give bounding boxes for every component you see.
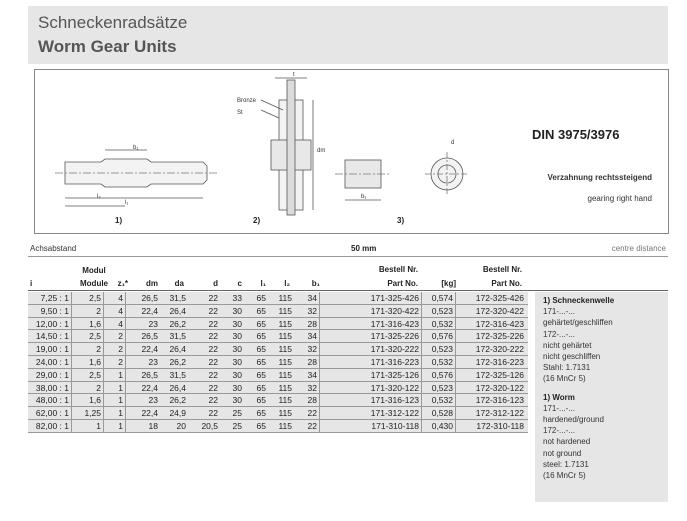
cell-p1: 171-312-122 <box>328 407 422 419</box>
cell-l2: 115 <box>278 344 292 355</box>
centre-distance-bar <box>28 243 668 257</box>
cell-c: 33 <box>232 293 242 303</box>
cell-p2: 172-325-426 <box>475 293 524 303</box>
cell-da: 31,5 <box>169 293 186 303</box>
cell-da: 26,4 <box>169 382 186 393</box>
cell-z1: 4 <box>106 292 126 304</box>
figure-label-3: 3) <box>397 216 405 225</box>
material-notes <box>535 292 668 502</box>
cell-l2: 115 <box>278 356 292 367</box>
col-d: d <box>213 279 218 288</box>
cell-c: 30 <box>232 318 242 329</box>
cell-d: 22 <box>208 356 218 367</box>
table-row <box>28 318 528 331</box>
cell-p2: 172-312-122 <box>475 408 524 419</box>
cell-kg: 0,523 <box>424 382 456 394</box>
cell-b1: 28 <box>294 318 320 330</box>
figure-label-2: 2) <box>253 216 261 225</box>
cell-b1: 28 <box>294 394 320 406</box>
col-modul-en: Module <box>80 279 108 288</box>
cell-kg: 0,576 <box>424 330 456 342</box>
centre-distance-label-en: centre distance <box>611 244 666 253</box>
cell-m: 2 <box>74 382 104 394</box>
cell-l1: 65 <box>256 305 266 316</box>
cell-m: 2 <box>74 343 104 355</box>
cell-dm: 22,4 <box>141 305 158 316</box>
note-worm-head: 1) Worm <box>543 392 575 402</box>
cell-i: 19,00 : 1 <box>28 343 72 355</box>
cell-d: 22 <box>208 382 218 393</box>
note-line: gehärtet/geschliffen <box>543 318 613 328</box>
table-row <box>28 356 528 369</box>
col-l2: l₂ <box>284 279 290 288</box>
cell-l2: 115 <box>278 420 292 431</box>
cell-z1: 1 <box>106 420 126 432</box>
cell-b1: 32 <box>294 382 320 394</box>
table-row <box>28 394 528 407</box>
dim-t-label: t <box>293 72 295 78</box>
table-row <box>28 420 528 433</box>
cell-z1: 1 <box>106 382 126 394</box>
cell-da: 20 <box>176 420 186 431</box>
cell-dm: 23 <box>148 318 158 329</box>
table-row <box>28 343 528 356</box>
cell-l1: 65 <box>256 382 266 393</box>
cell-da: 26,4 <box>169 344 186 355</box>
cell-l1: 65 <box>256 408 266 419</box>
cell-d: 22 <box>208 331 218 342</box>
cell-l2: 115 <box>278 293 292 303</box>
col-bestell-de: Bestell Nr. <box>378 265 418 274</box>
drawing-svg <box>35 70 670 235</box>
cell-c: 30 <box>232 382 242 393</box>
gearing-note-de: Verzahnung rechtssteigend <box>547 173 652 182</box>
table-row <box>28 369 528 382</box>
cell-z1: 2 <box>106 356 126 368</box>
cell-z1: 2 <box>106 343 126 355</box>
dim-dm-label: dm <box>317 148 326 154</box>
note-line: (16 MnCr 5) <box>543 374 586 384</box>
col-l1: l₁ <box>260 279 266 288</box>
cell-z1: 2 <box>106 330 126 342</box>
cell-b1: 28 <box>294 356 320 368</box>
cell-dm: 18 <box>148 420 158 431</box>
cell-b1: 22 <box>294 407 320 419</box>
cell-b1: 34 <box>294 330 320 342</box>
cell-p1: 171-316-423 <box>328 318 422 330</box>
cell-i: 62,00 : 1 <box>28 407 72 419</box>
cell-z1: 1 <box>106 394 126 406</box>
cell-l2: 115 <box>278 395 292 406</box>
cell-p2: 172-316-123 <box>475 395 524 406</box>
table-row <box>28 330 528 343</box>
cell-d: 22 <box>208 293 218 303</box>
page-header <box>28 6 668 64</box>
cell-z1: 1 <box>106 407 126 419</box>
cell-da: 26,2 <box>169 356 186 367</box>
note-line: (16 MnCr 5) <box>543 471 586 481</box>
col-dm: dm <box>146 279 158 288</box>
cell-dm: 26,5 <box>141 369 158 380</box>
cell-i: 38,00 : 1 <box>28 382 72 394</box>
col-modul-de: Modul <box>82 266 106 275</box>
cell-dm: 22,4 <box>141 344 158 355</box>
note-line: 171-...-... <box>543 403 576 413</box>
cell-i: 12,00 : 1 <box>28 318 72 330</box>
cell-l2: 115 <box>278 331 292 342</box>
cell-z1: 1 <box>106 369 126 381</box>
cell-kg: 0,528 <box>424 407 456 419</box>
dim-b1-hub-label: b₁ <box>361 194 367 200</box>
centre-distance-label-de: Achsabstand <box>30 244 77 253</box>
table-row <box>28 382 528 395</box>
din-standard: DIN 3975/3976 <box>532 127 620 142</box>
cell-p1: 171-320-222 <box>328 343 422 355</box>
note-line: not hardened <box>543 437 591 447</box>
cell-m: 2,5 <box>74 330 104 342</box>
cell-kg: 0,523 <box>424 343 456 355</box>
hub-drawing <box>335 152 469 200</box>
cell-da: 26,4 <box>169 305 186 316</box>
cell-l2: 115 <box>278 382 292 393</box>
cell-kg: 0,532 <box>424 394 456 406</box>
cell-p1: 171-316-223 <box>328 356 422 368</box>
cell-da: 24,9 <box>169 408 186 419</box>
cell-b1: 22 <box>294 420 320 432</box>
cell-d: 20,5 <box>201 420 218 431</box>
page-title-de: Schneckenradsätze <box>38 13 188 32</box>
cell-d: 22 <box>208 318 218 329</box>
cell-i: 7,25 : 1 <box>28 292 72 304</box>
cell-l1: 65 <box>256 356 266 367</box>
cell-da: 31,5 <box>169 331 186 342</box>
cell-c: 30 <box>232 331 242 342</box>
cell-b1: 34 <box>294 292 320 304</box>
note-line: not ground <box>543 448 582 458</box>
note-worm-shaft-head: 1) Schneckenwelle <box>543 296 615 305</box>
worm-wheel-drawing <box>261 78 313 215</box>
table-row <box>28 407 528 420</box>
dim-l2-label: l₂ <box>97 194 101 200</box>
cell-d: 22 <box>208 408 218 419</box>
col-kg: [kg] <box>441 279 456 288</box>
cell-dm: 26,5 <box>141 331 158 342</box>
gearing-note-en: gearing right hand <box>587 194 652 203</box>
cell-l1: 65 <box>256 395 266 406</box>
cell-b1: 32 <box>294 343 320 355</box>
cell-i: 29,00 : 1 <box>28 369 72 381</box>
col-z1: z₁* <box>117 279 128 288</box>
cell-i: 24,00 : 1 <box>28 356 72 368</box>
dim-l1-label: l₁ <box>125 200 129 206</box>
cell-c: 30 <box>232 395 242 406</box>
cell-l1: 65 <box>256 293 266 303</box>
cell-dm: 22,4 <box>141 382 158 393</box>
cell-p2: 172-325-226 <box>475 331 524 342</box>
dim-d-label: d <box>451 140 455 146</box>
cell-l2: 115 <box>278 369 292 380</box>
cell-m: 1 <box>74 420 104 432</box>
note-line: nicht gehärtet <box>543 340 592 350</box>
cell-z1: 4 <box>106 318 126 330</box>
figure-label-1: 1) <box>115 216 123 225</box>
cell-d: 22 <box>208 305 218 316</box>
centre-distance-value: 50 mm <box>351 244 377 253</box>
cell-l2: 115 <box>278 408 292 419</box>
cell-m: 1,25 <box>74 407 104 419</box>
cell-l1: 65 <box>256 344 266 355</box>
cell-i: 82,00 : 1 <box>28 420 72 432</box>
table-row <box>28 305 528 318</box>
cell-p2: 172-320-222 <box>475 344 524 355</box>
col-i: i <box>30 279 33 288</box>
note-line: 172-...-... <box>543 329 576 339</box>
cell-i: 9,50 : 1 <box>28 305 72 317</box>
cell-m: 2,5 <box>74 292 104 304</box>
dim-b1-label: b₁ <box>133 145 139 151</box>
cell-p1: 171-325-226 <box>328 330 422 342</box>
cell-l2: 115 <box>278 318 292 329</box>
cell-dm: 23 <box>148 356 158 367</box>
cell-p2: 172-316-223 <box>475 356 524 367</box>
cell-m: 1,6 <box>74 318 104 330</box>
worm-shaft-drawing <box>55 150 217 206</box>
cell-dm: 26,5 <box>141 293 158 303</box>
cell-m: 1,6 <box>74 394 104 406</box>
col-b1: b₁ <box>311 279 320 288</box>
table-header <box>28 259 668 291</box>
cell-kg: 0,532 <box>424 356 456 368</box>
cell-c: 30 <box>232 344 242 355</box>
cell-b1: 34 <box>294 369 320 381</box>
cell-p1: 171-320-422 <box>328 305 422 317</box>
col-c: c <box>237 279 242 288</box>
cell-p2: 172-320-122 <box>475 382 524 393</box>
cell-c: 25 <box>232 408 242 419</box>
note-line: hardened/ground <box>543 415 604 425</box>
table-body <box>28 292 528 433</box>
cell-p2: 172-320-422 <box>475 305 524 316</box>
cell-kg: 0,574 <box>424 292 456 304</box>
note-line: 171-...-... <box>543 307 576 317</box>
steel-label: St <box>237 110 243 116</box>
cell-p1: 171-325-126 <box>328 369 422 381</box>
cell-i: 14,50 : 1 <box>28 330 72 342</box>
cell-kg: 0,576 <box>424 369 456 381</box>
cell-p2: 172-325-126 <box>475 369 524 380</box>
col-da: da <box>174 279 184 288</box>
cell-i: 48,00 : 1 <box>28 394 72 406</box>
cell-p2: 172-316-423 <box>475 318 524 329</box>
bronze-label: Bronze <box>237 98 257 104</box>
cell-da: 26,2 <box>169 395 186 406</box>
cell-kg: 0,523 <box>424 305 456 317</box>
cell-da: 26,2 <box>169 318 186 329</box>
note-line: 172-...-... <box>543 426 576 436</box>
cell-l1: 65 <box>256 318 266 329</box>
page-title-en: Worm Gear Units <box>38 37 177 56</box>
col-part2-en: Part No. <box>491 279 522 288</box>
cell-p2: 172-310-118 <box>476 420 524 431</box>
cell-d: 22 <box>208 344 218 355</box>
cell-c: 30 <box>232 356 242 367</box>
cell-d: 22 <box>208 369 218 380</box>
table-row <box>28 292 528 305</box>
cell-p1: 171-310-118 <box>328 420 422 432</box>
technical-drawing <box>34 69 669 234</box>
cell-kg: 0,430 <box>424 420 456 432</box>
cell-p1: 171-320-122 <box>328 382 422 394</box>
cell-m: 1,6 <box>74 356 104 368</box>
cell-dm: 23 <box>148 395 158 406</box>
note-line: steel: 1.7131 <box>543 459 589 469</box>
cell-l1: 65 <box>256 369 266 380</box>
cell-dm: 22,4 <box>141 408 158 419</box>
cell-da: 31,5 <box>169 369 186 380</box>
cell-c: 30 <box>232 369 242 380</box>
cell-m: 2,5 <box>74 369 104 381</box>
col-bestell2-de: Bestell Nr. <box>482 265 522 274</box>
cell-l2: 115 <box>278 305 292 316</box>
cell-b1: 32 <box>294 305 320 317</box>
cell-p1: 171-316-123 <box>328 394 422 406</box>
cell-c: 30 <box>232 305 242 316</box>
cell-z1: 4 <box>106 305 126 317</box>
cell-p1: 171-325-426 <box>328 292 422 304</box>
cell-kg: 0,532 <box>424 318 456 330</box>
cell-m: 2 <box>74 305 104 317</box>
note-line: Stahl: 1.7131 <box>543 363 591 373</box>
cell-d: 22 <box>208 395 218 406</box>
note-line: nicht geschliffen <box>543 352 601 362</box>
cell-l1: 65 <box>256 331 266 342</box>
cell-c: 25 <box>232 420 242 431</box>
cell-l1: 65 <box>256 420 266 431</box>
col-part-en: Part No. <box>387 279 418 288</box>
